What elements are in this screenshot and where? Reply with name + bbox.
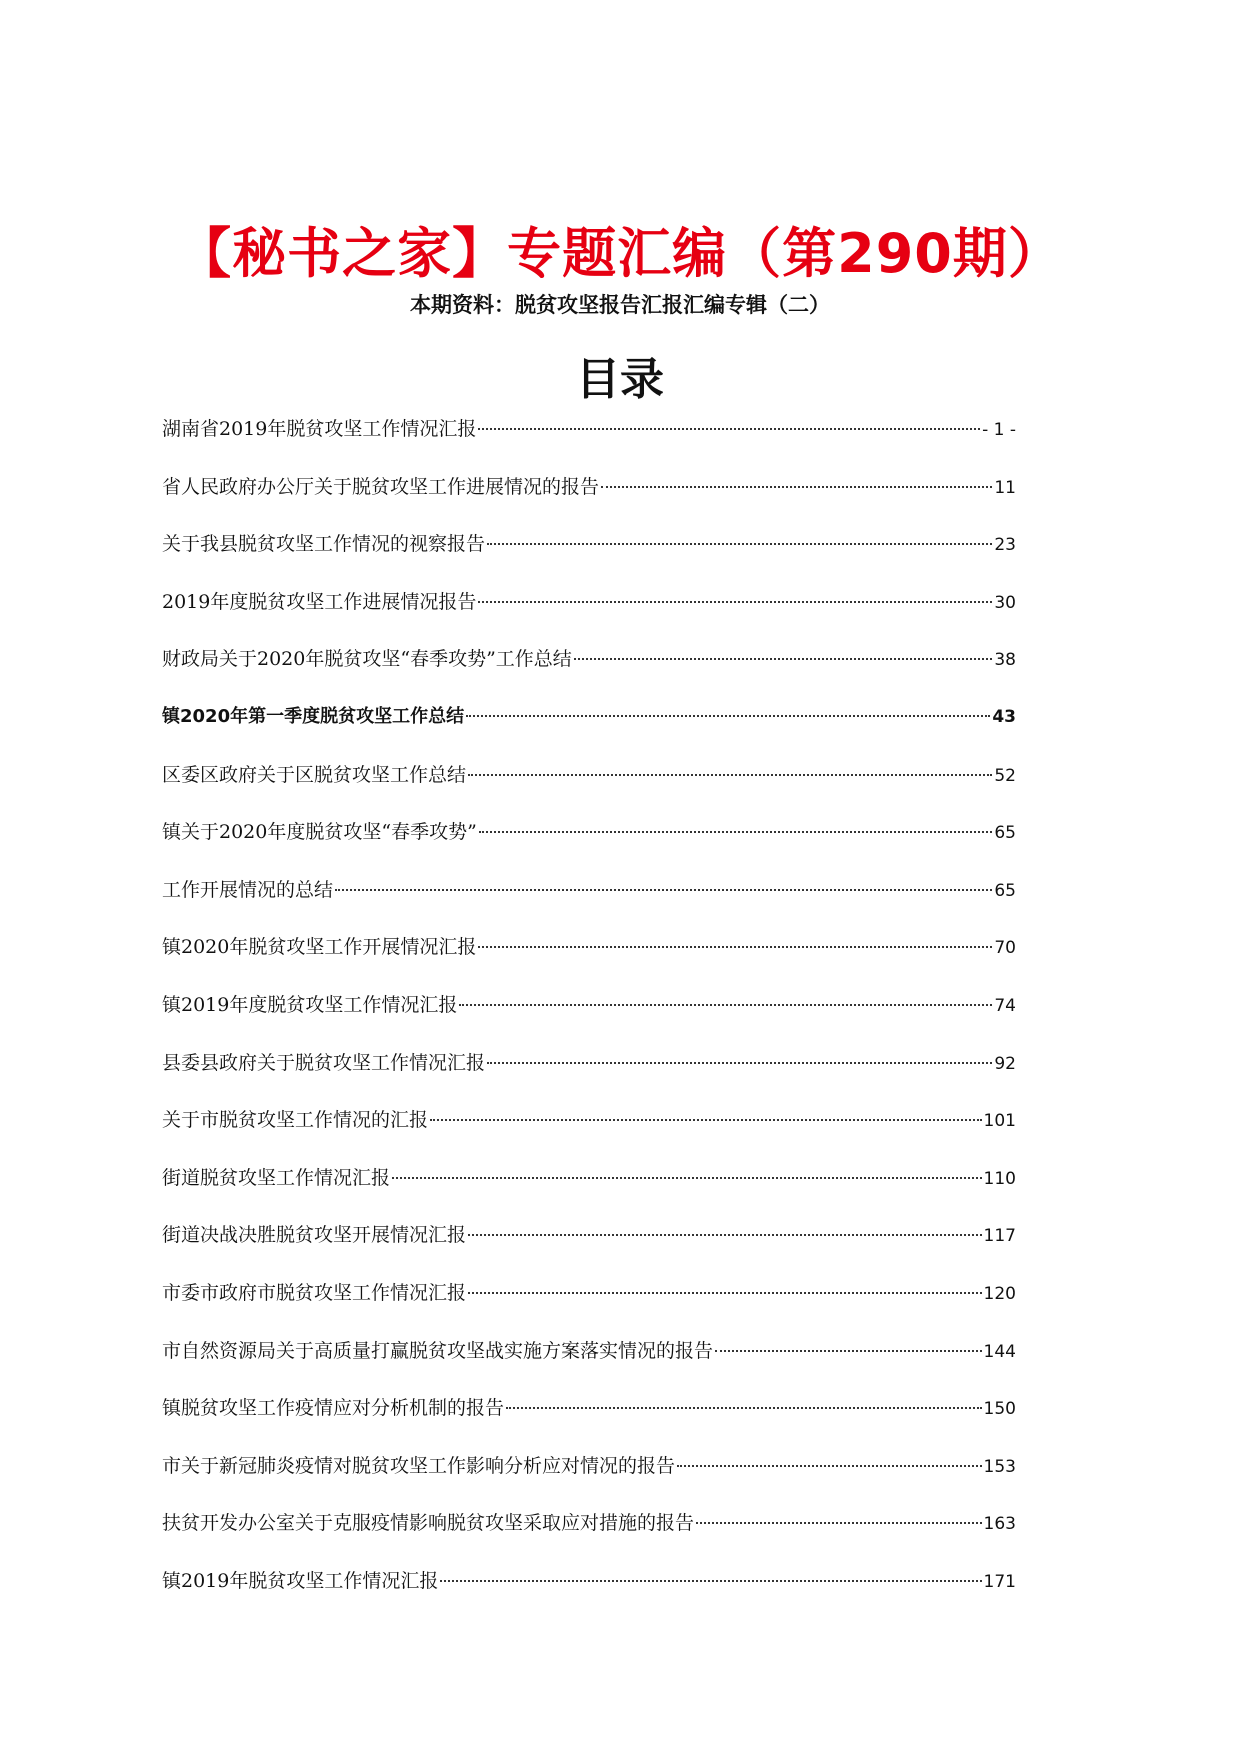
toc-dot-leader [440,1580,981,1582]
toc-dot-leader [430,1119,982,1121]
toc-entry-page-number: 144 [983,1341,1016,1362]
toc-entry-page-number: - 1 - [982,420,1016,440]
toc-entry-page-number: 120 [983,1283,1016,1304]
toc-dot-leader [677,1465,982,1467]
toc-entry-page-number: 110 [983,1168,1016,1189]
toc-entry-title: 镇脱贫攻坚工作疫情应对分析机制的报告 [162,1397,505,1420]
toc-entry-title: 关于市脱贫攻坚工作情况的汇报 [162,1109,429,1132]
toc-entry-title: 市委市政府市脱贫攻坚工作情况汇报 [162,1281,467,1304]
toc-dot-leader [715,1350,982,1352]
toc-entry-page-number: 11 [994,477,1016,498]
toc-entry-title: 县委县政府关于脱贫攻坚工作情况汇报 [162,1051,486,1074]
toc-entry[interactable] [162,1046,1016,1104]
toc-entry-title: 扶贫开发办公室关于克服疫情影响脱贫攻坚采取应对措施的报告 [162,1512,695,1535]
toc-entry-page-number: 70 [994,938,1016,959]
toc-dot-leader [487,1062,992,1064]
toc-dot-leader [601,486,992,488]
toc-entry-page-number: 101 [983,1111,1016,1132]
toc-entry-page-number: 74 [994,995,1016,1016]
toc-entry[interactable] [162,1506,1016,1564]
toc-entry-page-number: 117 [983,1226,1016,1247]
toc-entry-page-number: 65 [994,880,1016,901]
toc-entry[interactable] [162,988,1016,1046]
toc-entry-title: 镇2020年脱贫攻坚工作开展情况汇报 [162,936,477,959]
toc-entry-title: 市关于新冠肺炎疫情对脱贫攻坚工作影响分析应对情况的报告 [162,1454,676,1477]
toc-entry-title: 街道脱贫攻坚工作情况汇报 [162,1166,391,1189]
toc-entry[interactable] [162,1449,1016,1507]
toc-dot-leader [478,601,992,603]
toc-entry-title: 镇2019年脱贫攻坚工作情况汇报 [162,1569,439,1592]
toc-entry-page-number: 163 [983,1514,1016,1535]
toc-dot-leader [506,1407,982,1409]
toc-dot-leader [466,715,990,717]
toc-dot-leader [487,543,992,545]
toc-entry-title: 湖南省2019年脱贫攻坚工作情况汇报 [162,418,477,440]
toc-heading: 目录 [576,354,664,405]
toc-dot-leader [479,831,993,833]
toc-entry-page-number: 171 [983,1571,1016,1592]
toc-entry-title: 关于我县脱贫攻坚工作情况的视察报告 [162,533,486,556]
toc-dot-leader [459,1004,992,1006]
toc-entry-page-number: 52 [994,765,1016,786]
toc-entry[interactable] [162,758,1016,816]
toc-dot-leader [392,1177,982,1179]
toc-entry[interactable] [162,1218,1016,1276]
document-title: 【秘书之家】专题汇编（第290期） [177,222,1063,286]
toc-entry-page-number: 153 [983,1456,1016,1477]
toc-entry[interactable] [162,1391,1016,1449]
toc-entry[interactable] [162,1161,1016,1219]
toc-entry-title: 省人民政府办公厅关于脱贫攻坚工作进展情况的报告 [162,475,600,498]
toc-entry[interactable] [162,527,1016,585]
toc-dot-leader [468,1292,982,1294]
toc-entry[interactable] [162,642,1016,700]
toc-entry[interactable] [162,873,1016,931]
toc-entry[interactable] [162,930,1016,988]
toc-dot-leader [696,1522,982,1524]
toc-entry[interactable] [162,585,1016,643]
toc-entry-title: 工作开展情况的总结 [162,878,334,901]
toc-entry-title: 镇2020年第一季度脱贫攻坚工作总结 [162,705,465,727]
toc-entry-page-number: 43 [992,706,1016,727]
toc-entry-page-number: 23 [994,535,1016,556]
toc-entry[interactable] [162,1334,1016,1392]
toc-entry-title: 财政局关于2020年脱贫攻坚“春季攻势”工作总结 [162,648,572,671]
toc-entry-title: 市自然资源局关于高质量打赢脱贫攻坚战实施方案落实情况的报告 [162,1339,714,1362]
toc-entry-title: 2019年度脱贫攻坚工作进展情况报告 [162,590,477,613]
toc-dot-leader [335,889,992,891]
toc-entry-page-number: 38 [994,650,1016,671]
toc-entry-page-number: 65 [994,823,1016,844]
toc-entry-page-number: 92 [994,1053,1016,1074]
toc-entry[interactable] [162,815,1016,873]
toc-dot-leader [574,658,993,660]
toc-entry-title: 区委区政府关于区脱贫攻坚工作总结 [162,763,467,786]
toc-entry-title: 镇关于2020年度脱贫攻坚“春季攻势” [162,821,477,844]
toc-entry-title: 镇2019年度脱贫攻坚工作情况汇报 [162,993,458,1016]
toc-dot-leader [468,1234,982,1236]
table-of-contents [162,412,1016,1621]
toc-entry[interactable] [162,470,1016,528]
toc-entry[interactable] [162,412,1016,470]
toc-entry[interactable] [162,1103,1016,1161]
toc-dot-leader [478,428,980,430]
toc-dot-leader [478,946,992,948]
toc-entry[interactable] [162,700,1016,758]
toc-entry-page-number: 150 [983,1399,1016,1420]
toc-entry-title: 街道决战决胜脱贫攻坚开展情况汇报 [162,1224,467,1247]
document-subtitle: 本期资料：脱贫攻坚报告汇报汇编专辑（二） [410,293,830,317]
toc-entry-page-number: 30 [994,592,1016,613]
toc-entry[interactable] [162,1564,1016,1622]
toc-entry[interactable] [162,1276,1016,1334]
toc-dot-leader [468,774,992,776]
